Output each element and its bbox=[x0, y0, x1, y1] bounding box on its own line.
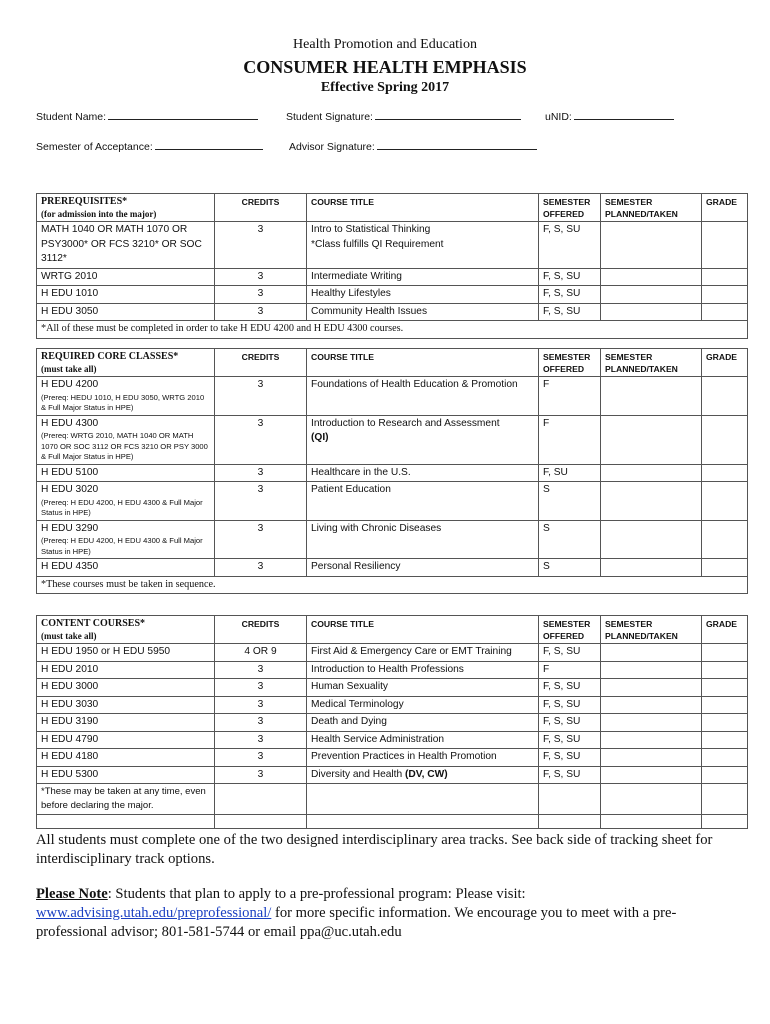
table-row bbox=[37, 661, 748, 679]
course-title: Death and Dying bbox=[307, 714, 539, 732]
course-title: Medical Terminology bbox=[307, 696, 539, 714]
effective-date: Effective Spring 2017 bbox=[320, 80, 450, 95]
course-prereq: (Prereq: H EDU 4200, H EDU 4300 & Full Major Status in HPE) bbox=[41, 536, 203, 556]
student-name-line[interactable] bbox=[108, 108, 258, 120]
table-row bbox=[37, 731, 748, 749]
grade-cell[interactable] bbox=[702, 696, 748, 714]
grade-cell[interactable] bbox=[702, 377, 748, 416]
course-code: H EDU 3020 bbox=[41, 484, 99, 495]
section-title-cell bbox=[37, 616, 215, 644]
grade-cell[interactable] bbox=[702, 644, 748, 662]
table-row bbox=[37, 749, 748, 767]
semester-offered: F, S, SU bbox=[539, 696, 601, 714]
course-title: Introduction to Research and Assessment bbox=[311, 417, 500, 429]
grade-cell[interactable] bbox=[702, 749, 748, 767]
page-title: CONSUMER HEALTH EMPHASIS bbox=[243, 57, 527, 77]
course-title: Intermediate Writing bbox=[307, 268, 539, 286]
credits-header: CREDITS bbox=[215, 349, 307, 377]
grade-cell[interactable] bbox=[702, 661, 748, 679]
grade-cell[interactable] bbox=[702, 464, 748, 482]
credits-header: CREDITS bbox=[215, 616, 307, 644]
department-name: Health Promotion and Education bbox=[293, 37, 477, 52]
empty-cell bbox=[539, 815, 601, 829]
semester-planned-cell[interactable] bbox=[601, 222, 702, 269]
course-title: Healthcare in the U.S. bbox=[307, 464, 539, 482]
footnote-row bbox=[37, 321, 748, 339]
empty-cell bbox=[601, 784, 702, 815]
semester-offered: F, S, SU bbox=[539, 714, 601, 732]
course-title-note: *Class fulfills QI Requirement bbox=[311, 238, 444, 250]
empty-cell bbox=[702, 784, 748, 815]
semester-planned-cell[interactable] bbox=[601, 464, 702, 482]
semester-planned-cell[interactable] bbox=[601, 749, 702, 767]
semester-offered: F, S, SU bbox=[539, 286, 601, 304]
course-code: MATH 1040 OR MATH 1070 OR PSY3000* OR FCS 3210* OR SOC 3112* bbox=[37, 222, 215, 269]
section-title-cell bbox=[37, 349, 215, 377]
section-subtitle: (must take all) bbox=[41, 631, 97, 641]
empty-cell bbox=[215, 815, 307, 829]
tracks-paragraph: All students must complete one of the two designed interdisciplinary area tracks. See back side of tracking sheet for interdisciplinary track options. bbox=[36, 832, 713, 867]
advisor-signature-line[interactable] bbox=[377, 138, 537, 150]
student-name-label: Student Name: bbox=[36, 111, 107, 123]
grade-cell[interactable] bbox=[702, 559, 748, 577]
course-code-cell bbox=[37, 377, 215, 416]
table-row bbox=[37, 222, 748, 269]
empty-cell bbox=[307, 784, 539, 815]
grade-cell[interactable] bbox=[702, 268, 748, 286]
course-prereq: (Prereq: WRTG 2010, MATH 1040 OR MATH 1070 OR SOC 3112 OR FCS 3210 OR PSY 3000 & Full Major Status in HPE) bbox=[41, 431, 208, 461]
course-title-cell bbox=[307, 766, 539, 784]
unid-field[interactable] bbox=[545, 108, 674, 123]
credits: 3 bbox=[215, 661, 307, 679]
footnote: *These courses must be taken in sequence. bbox=[37, 576, 748, 594]
course-code: H EDU 3030 bbox=[37, 696, 215, 714]
semester-planned-cell[interactable] bbox=[601, 679, 702, 697]
semester-offered: F, S, SU bbox=[539, 268, 601, 286]
credits: 4 OR 9 bbox=[215, 644, 307, 662]
table-header-row bbox=[37, 349, 748, 377]
table-row bbox=[37, 303, 748, 321]
semester-planned-cell[interactable] bbox=[601, 520, 702, 559]
semester-offered: S bbox=[539, 559, 601, 577]
course-title: Living with Chronic Diseases bbox=[307, 520, 539, 559]
semester-planned-header: SEMESTER PLANNED/TAKEN bbox=[601, 194, 702, 222]
course-title: Health Service Administration bbox=[307, 731, 539, 749]
grade-cell[interactable] bbox=[702, 222, 748, 269]
credits: 3 bbox=[215, 482, 307, 521]
empty-cell bbox=[215, 784, 307, 815]
grade-cell[interactable] bbox=[702, 731, 748, 749]
student-signature-label: Student Signature: bbox=[286, 111, 373, 123]
course-code: WRTG 2010 bbox=[37, 268, 215, 286]
table-row bbox=[37, 766, 748, 784]
grade-cell[interactable] bbox=[702, 766, 748, 784]
course-code: H EDU 1010 bbox=[37, 286, 215, 304]
please-note-label: Please Note bbox=[36, 886, 108, 902]
table-row bbox=[37, 696, 748, 714]
course-code: H EDU 4300 bbox=[41, 417, 99, 429]
course-code: H EDU 3190 bbox=[37, 714, 215, 732]
course-title: Community Health Issues bbox=[307, 303, 539, 321]
semester-planned-cell[interactable] bbox=[601, 559, 702, 577]
course-title: Healthy Lifestyles bbox=[307, 286, 539, 304]
course-title-tag: (DV, CW) bbox=[405, 768, 448, 780]
page-header bbox=[0, 36, 770, 97]
course-title-cell bbox=[307, 415, 539, 464]
credits: 3 bbox=[215, 696, 307, 714]
semester-offered: S bbox=[539, 482, 601, 521]
section-title-cell bbox=[37, 194, 215, 222]
student-signature-field[interactable] bbox=[286, 108, 521, 123]
table-row bbox=[37, 714, 748, 732]
table-row bbox=[37, 464, 748, 482]
credits: 3 bbox=[215, 268, 307, 286]
course-title-cell bbox=[307, 222, 539, 269]
course-code-cell bbox=[37, 482, 215, 521]
advisor-signature-label: Advisor Signature: bbox=[289, 141, 375, 153]
semester-offered: F, S, SU bbox=[539, 679, 601, 697]
grade-header: GRADE bbox=[702, 349, 748, 377]
semester-offered: F, S, SU bbox=[539, 766, 601, 784]
student-name-field[interactable] bbox=[36, 108, 258, 123]
credits: 3 bbox=[215, 520, 307, 559]
semester-planned-cell[interactable] bbox=[601, 766, 702, 784]
grade-cell[interactable] bbox=[702, 303, 748, 321]
please-note-paragraph bbox=[36, 885, 726, 942]
course-code: H EDU 4200 bbox=[41, 379, 99, 390]
semester-planned-cell[interactable] bbox=[601, 482, 702, 521]
table-row bbox=[37, 520, 748, 559]
section-title: REQUIRED CORE CLASSES* bbox=[41, 351, 179, 362]
course-code: H EDU 3290 bbox=[41, 522, 99, 534]
please-note-rest: for more specific information. We encourage you to meet with a pre-professional advisor; 801-581-5744 or email ppa@uc.utah.edu bbox=[36, 905, 677, 940]
blank-row bbox=[37, 815, 748, 829]
semester-offered: F bbox=[539, 415, 601, 464]
content-courses-table bbox=[36, 615, 748, 829]
semester-offered: F, S, SU bbox=[539, 222, 601, 269]
semester-offered: F, S, SU bbox=[539, 749, 601, 767]
semester-planned-cell[interactable] bbox=[601, 415, 702, 464]
core-classes-table bbox=[36, 348, 748, 594]
credits: 3 bbox=[215, 766, 307, 784]
semester-offered-header: SEMESTER OFFERED bbox=[539, 194, 601, 222]
semester-planned-cell[interactable] bbox=[601, 644, 702, 662]
table-row bbox=[37, 559, 748, 577]
course-title: Human Sexuality bbox=[307, 679, 539, 697]
footnote: *All of these must be completed in order to take H EDU 4200 and H EDU 4300 courses. bbox=[37, 321, 748, 339]
semester-planned-cell[interactable] bbox=[601, 286, 702, 304]
credits: 3 bbox=[215, 559, 307, 577]
credits: 3 bbox=[215, 714, 307, 732]
credits: 3 bbox=[215, 464, 307, 482]
prerequisites-table bbox=[36, 193, 748, 339]
course-title: Prevention Practices in Health Promotion bbox=[307, 749, 539, 767]
section-title: CONTENT COURSES* bbox=[41, 618, 146, 629]
table-row bbox=[37, 377, 748, 416]
empty-cell bbox=[702, 815, 748, 829]
preprofessional-link[interactable]: www.advising.utah.edu/preprofessional/ bbox=[36, 905, 272, 921]
semester-offered: F, S, SU bbox=[539, 731, 601, 749]
semester-offered: F, S, SU bbox=[539, 303, 601, 321]
course-code: H EDU 4350 bbox=[37, 559, 215, 577]
semester-planned-header: SEMESTER PLANNED/TAKEN bbox=[601, 616, 702, 644]
course-code: H EDU 4790 bbox=[37, 731, 215, 749]
semester-offered-header: SEMESTER OFFERED bbox=[539, 616, 601, 644]
credits: 3 bbox=[215, 222, 307, 269]
footnote-row bbox=[37, 784, 748, 815]
table-row bbox=[37, 644, 748, 662]
grade-cell[interactable] bbox=[702, 286, 748, 304]
course-title-header: COURSE TITLE bbox=[307, 349, 539, 377]
course-code: H EDU 5300 bbox=[37, 766, 215, 784]
empty-cell bbox=[37, 815, 215, 829]
empty-cell bbox=[307, 815, 539, 829]
semester-acceptance-line[interactable] bbox=[155, 138, 263, 150]
credits: 3 bbox=[215, 679, 307, 697]
course-code: H EDU 3000 bbox=[37, 679, 215, 697]
course-title: Diversity and Health bbox=[311, 768, 403, 780]
course-title: Personal Resiliency bbox=[307, 559, 539, 577]
semester-planned-cell[interactable] bbox=[601, 661, 702, 679]
table-row bbox=[37, 268, 748, 286]
student-signature-line[interactable] bbox=[375, 108, 521, 120]
grade-cell[interactable] bbox=[702, 415, 748, 464]
credits: 3 bbox=[215, 415, 307, 464]
table-header-row bbox=[37, 194, 748, 222]
course-prereq: (Prereq: H EDU 4200, H EDU 4300 & Full Major Status in HPE) bbox=[41, 497, 203, 517]
course-title: Patient Education bbox=[307, 482, 539, 521]
grade-header: GRADE bbox=[702, 194, 748, 222]
credits: 3 bbox=[215, 731, 307, 749]
course-title-header: COURSE TITLE bbox=[307, 616, 539, 644]
table-row bbox=[37, 415, 748, 464]
table-header-row bbox=[37, 616, 748, 644]
semester-planned-header: SEMESTER PLANNED/TAKEN bbox=[601, 349, 702, 377]
table-row bbox=[37, 679, 748, 697]
unid-label: uNID: bbox=[545, 111, 572, 123]
course-code: H EDU 2010 bbox=[37, 661, 215, 679]
course-title-header: COURSE TITLE bbox=[307, 194, 539, 222]
course-title: Foundations of Health Education & Promotion bbox=[307, 377, 539, 416]
semester-planned-cell[interactable] bbox=[601, 303, 702, 321]
semester-planned-cell[interactable] bbox=[601, 731, 702, 749]
course-prereq: (Prereq: HEDU 1010, H EDU 3050, WRTG 2010 & Full Major Status in HPE) bbox=[41, 392, 205, 412]
section-subtitle: (must take all) bbox=[41, 364, 97, 374]
credits: 3 bbox=[215, 286, 307, 304]
semester-planned-cell[interactable] bbox=[601, 268, 702, 286]
section-subtitle: (for admission into the major) bbox=[41, 209, 157, 219]
semester-acceptance-label: Semester of Acceptance: bbox=[36, 141, 153, 153]
credits-header: CREDITS bbox=[215, 194, 307, 222]
grade-header: GRADE bbox=[702, 616, 748, 644]
empty-cell bbox=[539, 784, 601, 815]
credits: 3 bbox=[215, 377, 307, 416]
section-title: PREREQUISITES* bbox=[41, 196, 128, 207]
course-code: H EDU 4180 bbox=[37, 749, 215, 767]
footnote: *These may be taken at any time, even before declaring the major. bbox=[37, 784, 215, 815]
course-title: First Aid & Emergency Care or EMT Training bbox=[307, 644, 539, 662]
semester-offered: F, SU bbox=[539, 464, 601, 482]
table-row bbox=[37, 286, 748, 304]
course-code: H EDU 5100 bbox=[37, 464, 215, 482]
credits: 3 bbox=[215, 749, 307, 767]
table-row bbox=[37, 482, 748, 521]
semester-offered: F bbox=[539, 377, 601, 416]
semester-planned-cell[interactable] bbox=[601, 696, 702, 714]
course-code: H EDU 1950 or H EDU 5950 bbox=[37, 644, 215, 662]
grade-cell[interactable] bbox=[702, 482, 748, 521]
course-title: Intro to Statistical Thinking bbox=[311, 224, 431, 235]
course-title-tag: (QI) bbox=[311, 432, 329, 443]
semester-planned-cell[interactable] bbox=[601, 714, 702, 732]
semester-offered-header: SEMESTER OFFERED bbox=[539, 349, 601, 377]
advisor-signature-field[interactable] bbox=[289, 138, 537, 153]
course-code-cell bbox=[37, 520, 215, 559]
please-note-text: : Students that plan to apply to a pre-professional program: Please visit: bbox=[107, 886, 526, 902]
footnote-row bbox=[37, 576, 748, 594]
grade-cell[interactable] bbox=[702, 520, 748, 559]
course-code: H EDU 3050 bbox=[37, 303, 215, 321]
empty-cell bbox=[601, 815, 702, 829]
semester-offered: S bbox=[539, 520, 601, 559]
grade-cell[interactable] bbox=[702, 679, 748, 697]
grade-cell[interactable] bbox=[702, 714, 748, 732]
credits: 3 bbox=[215, 303, 307, 321]
semester-acceptance-field[interactable] bbox=[36, 138, 263, 153]
semester-offered: F bbox=[539, 661, 601, 679]
semester-planned-cell[interactable] bbox=[601, 377, 702, 416]
unid-line[interactable] bbox=[574, 108, 674, 120]
course-code-cell bbox=[37, 415, 215, 464]
course-title: Introduction to Health Professions bbox=[307, 661, 539, 679]
semester-offered: F, S, SU bbox=[539, 644, 601, 662]
